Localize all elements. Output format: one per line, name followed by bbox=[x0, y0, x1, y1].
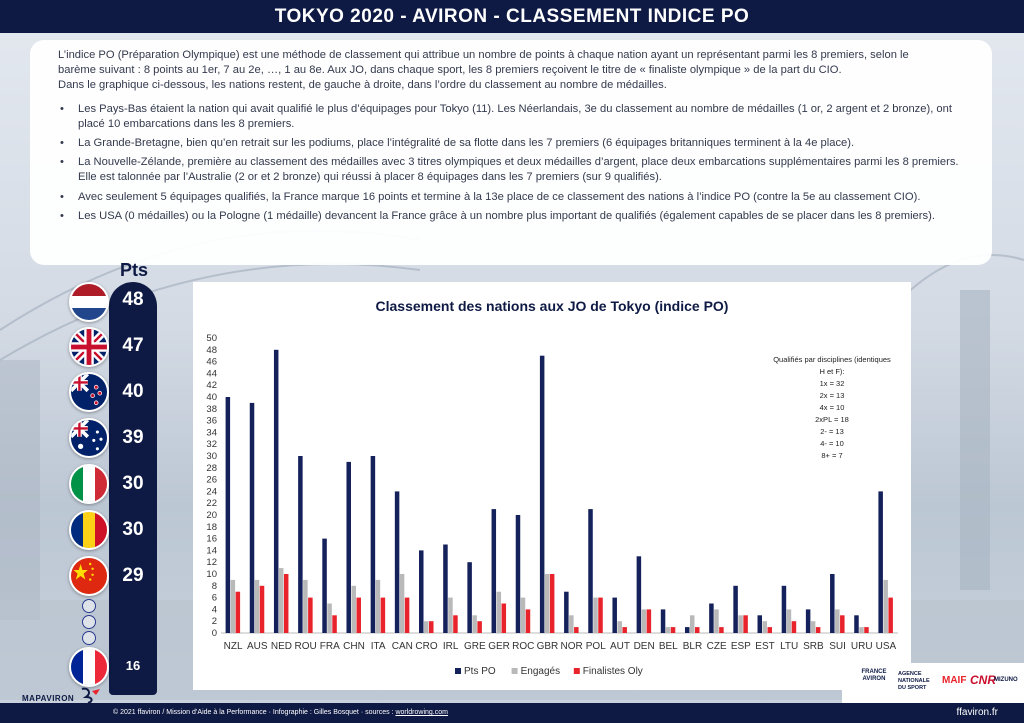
x-tick-label: ROU bbox=[294, 641, 317, 652]
x-tick-label: USA bbox=[875, 641, 897, 652]
intro-line-3: Dans le graphique ci-dessous, les nations restent, de gauche à droite, dans l’ordre du classement au nombre de médailles. bbox=[58, 79, 667, 92]
bar-engagés bbox=[883, 580, 888, 633]
x-tick-label: LTU bbox=[780, 641, 799, 652]
bar-finalistes-oly bbox=[550, 574, 555, 633]
y-tick-label: 32 bbox=[206, 439, 217, 451]
pts-value: 39 bbox=[122, 427, 144, 448]
annotation-line: 2x = 13 bbox=[819, 391, 845, 400]
annotation-title: Qualifiés par disciplines (identiques H et F): bbox=[773, 355, 891, 376]
x-tick-label: POL bbox=[585, 641, 606, 652]
bar-finalistes-oly bbox=[236, 592, 241, 633]
y-tick-label: 42 bbox=[206, 380, 217, 392]
x-tick-label: BEL bbox=[658, 641, 678, 652]
bar-engagés bbox=[279, 568, 284, 633]
pts-value: 40 bbox=[122, 381, 144, 402]
bar-finalistes-oly bbox=[477, 621, 482, 633]
annotation-line: 1x = 32 bbox=[819, 379, 845, 388]
romania-flag-icon bbox=[69, 510, 109, 550]
bullet-item: • Les USA (0 médailles) ou la Pologne (1 médaille) devancent la France grâce à un nombre plus important de qualifiés (également capables de se placer dans les 8 premiers). bbox=[58, 209, 970, 224]
legend-label: Pts PO bbox=[464, 666, 496, 677]
x-tick-label: CHN bbox=[343, 641, 365, 652]
qualifies-annotation bbox=[773, 354, 891, 462]
x-tick-label: DEN bbox=[633, 641, 655, 652]
x-tick-label: CRO bbox=[415, 641, 438, 652]
chart-title: Classement des nations aux JO de Tokyo (indice PO) bbox=[375, 298, 729, 314]
bar-pts-po bbox=[758, 615, 763, 633]
y-tick-label: 22 bbox=[206, 498, 217, 510]
annotation-line: 2- = 13 bbox=[820, 427, 844, 436]
bar-finalistes-oly bbox=[405, 598, 410, 633]
bar-pts-po bbox=[516, 515, 521, 633]
bar-pts-po bbox=[733, 586, 738, 633]
source-link[interactable]: worldrowing.com bbox=[395, 709, 448, 716]
bar-engagés bbox=[521, 598, 526, 633]
x-tick-label: BLR bbox=[682, 641, 703, 652]
x-tick-label: SUI bbox=[829, 641, 846, 652]
australia-flag-icon bbox=[69, 418, 109, 458]
sponsor-ans: AGENCE NATIONALE DU SPORT bbox=[898, 671, 930, 691]
y-tick-label: 24 bbox=[206, 486, 217, 498]
bar-engagés bbox=[617, 621, 622, 633]
bar-engagés bbox=[714, 609, 719, 633]
y-tick-label: 4 bbox=[211, 604, 217, 616]
bar-pts-po bbox=[395, 491, 400, 633]
bar-finalistes-oly bbox=[429, 621, 434, 633]
bar-engagés bbox=[351, 586, 356, 633]
bar-engagés bbox=[642, 609, 647, 633]
bar-engagés bbox=[497, 592, 502, 633]
bar-engagés bbox=[400, 574, 405, 633]
bar-finalistes-oly bbox=[502, 604, 507, 634]
x-tick-label: EST bbox=[755, 641, 775, 652]
bar-engagés bbox=[255, 580, 260, 633]
bar-pts-po bbox=[588, 509, 593, 633]
bar-pts-po bbox=[878, 491, 883, 633]
bar-finalistes-oly bbox=[453, 615, 458, 633]
page-title: TOKYO 2020 - AVIRON - CLASSEMENT INDICE PO bbox=[0, 0, 1024, 33]
x-tick-label: CAN bbox=[391, 641, 413, 652]
sponsor-logos bbox=[842, 663, 1024, 703]
bar-finalistes-oly bbox=[622, 627, 627, 633]
intro-text-box bbox=[30, 40, 992, 265]
new-zealand-flag-icon bbox=[69, 372, 109, 412]
x-tick-label: ESP bbox=[730, 641, 751, 652]
annotation-line: 4x = 10 bbox=[819, 403, 845, 412]
bar-pts-po bbox=[322, 539, 327, 633]
pts-value: 47 bbox=[122, 335, 144, 356]
bar-engagés bbox=[569, 615, 574, 633]
italy-flag-icon bbox=[69, 464, 109, 504]
bar-pts-po bbox=[467, 562, 472, 633]
pts-header: Pts bbox=[119, 260, 148, 280]
y-tick-label: 18 bbox=[206, 521, 217, 533]
y-tick-label: 40 bbox=[206, 392, 217, 403]
intro-line-1: L’indice PO (Préparation Olympique) est une méthode de classement qui attribue un nombre de points à chaque nation ayant un représentant parmi les 8 premiers, selon le bbox=[58, 49, 909, 61]
bar-engagés bbox=[303, 580, 308, 633]
site-link[interactable]: ffaviron.fr bbox=[956, 707, 998, 718]
y-tick-label: 26 bbox=[206, 474, 217, 486]
bar-pts-po bbox=[685, 627, 690, 633]
bar-finalistes-oly bbox=[888, 598, 893, 633]
france-flag-icon bbox=[69, 647, 109, 687]
bar-engagés bbox=[666, 627, 671, 633]
bar-finalistes-oly bbox=[308, 598, 313, 633]
bar-chart bbox=[193, 282, 911, 690]
bar-pts-po bbox=[298, 456, 303, 633]
legend-swatch bbox=[574, 668, 580, 674]
y-tick-label: 38 bbox=[206, 403, 217, 415]
y-tick-label: 10 bbox=[206, 569, 217, 580]
bar-finalistes-oly bbox=[284, 574, 289, 633]
great-britain-flag-icon bbox=[69, 327, 109, 367]
y-tick-label: 16 bbox=[206, 533, 217, 545]
y-tick-label: 48 bbox=[206, 344, 217, 356]
bar-finalistes-oly bbox=[768, 627, 773, 633]
bar-finalistes-oly bbox=[647, 609, 652, 633]
intro-line-2: barème suivant : 8 points au 1er, 7 au 2e, …, 1 au 8e. Aux JO, dans chaque sport, les 8 premiers reçoivent le titre de « finaliste olympique » de la part du CIO. bbox=[58, 64, 842, 77]
pts-value: 16 bbox=[125, 658, 141, 673]
logo-text: MAPAVIRON bbox=[22, 694, 75, 703]
bar-pts-po bbox=[709, 604, 714, 634]
bar-pts-po bbox=[564, 592, 569, 633]
legend-label: Finalistes Oly bbox=[582, 666, 643, 677]
bullet-item: • Avec seulement 5 équipages qualifiés, la France marque 16 points et termine à la 13e place de ce classement des nations à l’indice PO (contre la 5e au classement CIO). bbox=[58, 190, 970, 205]
pts-value: 29 bbox=[122, 565, 144, 586]
bar-finalistes-oly bbox=[864, 627, 869, 633]
x-tick-label: NZL bbox=[223, 641, 243, 652]
y-tick-label: 8 bbox=[211, 580, 217, 592]
x-tick-label: FRA bbox=[319, 641, 340, 652]
y-tick-label: 28 bbox=[206, 462, 217, 474]
bar-finalistes-oly bbox=[743, 615, 748, 633]
y-tick-label: 2 bbox=[211, 616, 217, 628]
sponsor-france-aviron: FRANCE AVIRON bbox=[861, 669, 887, 682]
bar-engagés bbox=[327, 604, 332, 634]
bar-engagés bbox=[593, 598, 598, 633]
bar-engagés bbox=[738, 615, 743, 633]
bar-engagés bbox=[424, 621, 429, 633]
bar-pts-po bbox=[346, 462, 351, 633]
bar-finalistes-oly bbox=[840, 615, 845, 633]
bar-finalistes-oly bbox=[598, 598, 603, 633]
bar-engagés bbox=[787, 609, 792, 633]
bar-finalistes-oly bbox=[526, 609, 531, 633]
bar-finalistes-oly bbox=[695, 627, 700, 633]
bar-finalistes-oly bbox=[719, 627, 724, 633]
pts-value: 48 bbox=[122, 289, 144, 310]
intro-bullet-list bbox=[58, 102, 970, 224]
bar-pts-po bbox=[806, 609, 811, 633]
bar-engagés bbox=[545, 574, 550, 633]
annotation-line: 8+ = 7 bbox=[821, 451, 843, 460]
bullet-item: • Les Pays-Bas étaient la nation qui avait qualifié le plus d’équipages pour Tokyo (11). Les Néerlandais, 3e du classement au nombre de médailles (1 or, 2 argent et 2 bronze), ont placé 10 embarcations dans les 8 premiers. bbox=[58, 102, 970, 132]
x-tick-label: IRL bbox=[442, 641, 459, 652]
bar-pts-po bbox=[637, 556, 642, 633]
bar-pts-po bbox=[226, 397, 231, 633]
footer-bar bbox=[0, 703, 1024, 723]
y-tick-label: 14 bbox=[206, 545, 217, 557]
bar-finalistes-oly bbox=[381, 598, 386, 633]
bar-pts-po bbox=[443, 545, 448, 634]
sponsor-mizuno: MIZUNO bbox=[994, 677, 1018, 683]
annotation-line: 4- = 10 bbox=[820, 439, 844, 448]
legend-label: Engagés bbox=[520, 666, 561, 677]
bar-pts-po bbox=[854, 615, 859, 633]
x-tick-label: NED bbox=[270, 641, 293, 652]
bar-engagés bbox=[472, 615, 477, 633]
pts-value: 30 bbox=[122, 473, 144, 494]
annotation-line: 2xPL = 18 bbox=[815, 415, 849, 424]
bar-finalistes-oly bbox=[816, 627, 821, 633]
placeholder-circle-icon bbox=[82, 599, 96, 613]
y-tick-label: 36 bbox=[206, 415, 217, 427]
x-tick-label: AUS bbox=[246, 641, 268, 652]
bar-engagés bbox=[690, 615, 695, 633]
x-tick-label: ROC bbox=[512, 641, 535, 652]
bar-pts-po bbox=[371, 456, 376, 633]
y-tick-label: 30 bbox=[206, 451, 217, 462]
bar-engagés bbox=[835, 609, 840, 633]
x-tick-label: NOR bbox=[560, 641, 583, 652]
bar-pts-po bbox=[274, 350, 279, 633]
x-tick-label: ITA bbox=[370, 641, 386, 652]
bar-finalistes-oly bbox=[260, 586, 265, 633]
bar-pts-po bbox=[250, 403, 255, 633]
bar-pts-po bbox=[419, 550, 424, 633]
netherlands-flag-icon bbox=[69, 282, 109, 322]
bar-finalistes-oly bbox=[332, 615, 337, 633]
bar-pts-po bbox=[612, 598, 617, 633]
pts-value: 30 bbox=[122, 519, 144, 540]
y-tick-label: 34 bbox=[206, 427, 217, 439]
bar-finalistes-oly bbox=[671, 627, 676, 633]
y-tick-label: 44 bbox=[206, 368, 217, 380]
sponsor-cnr: CNR bbox=[970, 673, 996, 687]
x-tick-label: GBR bbox=[536, 641, 559, 652]
bar-pts-po bbox=[492, 509, 497, 633]
legend-swatch bbox=[455, 668, 461, 674]
china-flag-icon bbox=[69, 556, 109, 596]
bar-engagés bbox=[448, 598, 453, 633]
bar-finalistes-oly bbox=[574, 627, 579, 633]
y-tick-label: 12 bbox=[206, 557, 217, 569]
y-tick-label: 20 bbox=[206, 510, 217, 521]
x-tick-label: AUT bbox=[609, 641, 630, 652]
bar-engagés bbox=[376, 580, 381, 633]
bar-engagés bbox=[231, 580, 236, 633]
bar-engagés bbox=[859, 627, 864, 633]
placeholder-circle-icon bbox=[82, 631, 96, 645]
legend-swatch bbox=[512, 668, 518, 674]
y-tick-label: 0 bbox=[211, 628, 217, 639]
y-tick-label: 6 bbox=[211, 592, 217, 604]
bullet-item: • La Grande-Bretagne, bien qu’en retrait sur les podiums, place l’intégralité de sa flotte dans les 7 premiers (6 équipages britanniques terminent à la 4e place). bbox=[58, 136, 970, 151]
bar-engagés bbox=[811, 621, 816, 633]
bar-finalistes-oly bbox=[792, 621, 797, 633]
bar-pts-po bbox=[782, 586, 787, 633]
chart-panel bbox=[193, 282, 911, 690]
bar-engagés bbox=[763, 621, 768, 633]
placeholder-circle-icon bbox=[82, 615, 96, 629]
sponsor-maif: MAIF bbox=[942, 675, 967, 686]
bullet-item: • La Nouvelle-Zélande, première au classement des médailles avec 3 titres olympiques et deux médailles d’argent, place deux embarcations supplémentaires parmi les 8 premiers. Elle est talonnée par l’Australie (2 or et 2 bronze) qui réussi à placer 8 équipages dans les 7 premiers (sur 9 qualifiés). bbox=[58, 155, 970, 185]
bar-pts-po bbox=[830, 574, 835, 633]
x-tick-label: SRB bbox=[803, 641, 824, 652]
x-tick-label: URU bbox=[850, 641, 873, 652]
x-tick-label: CZE bbox=[706, 641, 727, 652]
x-tick-label: GER bbox=[488, 641, 510, 652]
bar-pts-po bbox=[540, 356, 545, 633]
footer-credit: © 2021 ffaviron / Mission d’Aide à la Performance · Infographie : Gilles Bosquet · sources : worldrowing.com bbox=[113, 709, 448, 716]
x-tick-label: GRE bbox=[464, 641, 486, 652]
bar-finalistes-oly bbox=[356, 598, 361, 633]
y-tick-label: 50 bbox=[206, 333, 217, 344]
bar-pts-po bbox=[661, 609, 666, 633]
y-tick-label: 46 bbox=[206, 356, 217, 368]
